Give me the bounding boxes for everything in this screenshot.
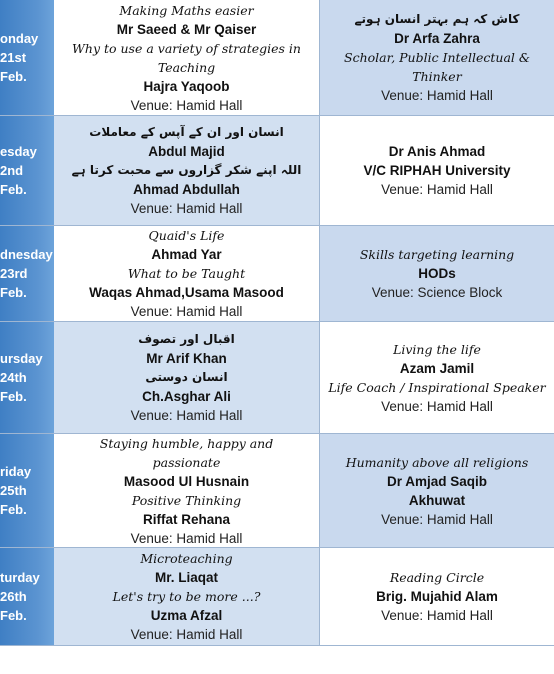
speaker: Ahmad Yar bbox=[151, 247, 222, 262]
day-date: 2nd bbox=[0, 163, 24, 178]
table-row bbox=[0, 116, 554, 226]
day-cell bbox=[0, 434, 54, 547]
day-date: 21st bbox=[0, 50, 27, 65]
day-name: onday bbox=[0, 31, 39, 46]
venue: Venue: Science Block bbox=[371, 285, 503, 300]
speaker: Mr Saeed & Mr Qaiser bbox=[116, 21, 257, 37]
topic: Reading Circle bbox=[389, 570, 485, 585]
day-month: Feb. bbox=[0, 389, 27, 404]
session-left bbox=[54, 322, 320, 433]
session-left bbox=[54, 0, 320, 115]
day-cell bbox=[0, 322, 54, 433]
day-name: riday bbox=[0, 464, 32, 479]
venue: Venue: Hamid Hall bbox=[381, 608, 493, 623]
topic-cont: passionate bbox=[152, 454, 221, 470]
speaker: Dr Arfa Zahra bbox=[394, 31, 480, 46]
session-right bbox=[320, 116, 554, 225]
topic-urdu: اقبال اور تصوف bbox=[138, 332, 235, 346]
topic: Making Maths easier bbox=[119, 2, 254, 18]
day-cell bbox=[0, 548, 54, 645]
table-row bbox=[0, 226, 554, 322]
venue: Venue: Hamid Hall bbox=[381, 88, 493, 103]
table-row bbox=[0, 434, 554, 548]
speaker: Azam Jamil bbox=[399, 360, 475, 376]
topic: Skills targeting learning bbox=[359, 247, 515, 262]
speaker: Mr. Liaqat bbox=[154, 570, 218, 585]
day-month: Feb. bbox=[0, 608, 27, 623]
topic: Living the life bbox=[393, 341, 481, 357]
day-month: Feb. bbox=[0, 285, 27, 300]
speaker-title: V/C RIPHAH University bbox=[363, 163, 511, 178]
topic: Microteaching bbox=[140, 551, 233, 566]
day-cell bbox=[0, 226, 54, 321]
speaker: Mr Arif Khan bbox=[146, 351, 227, 366]
day-cell bbox=[0, 116, 54, 225]
speaker: Brig. Mujahid Alam bbox=[376, 589, 498, 604]
table-row bbox=[0, 548, 554, 646]
session-right bbox=[320, 548, 554, 645]
topic-urdu: کاش کہ ہم بہتر انسان ہوتے bbox=[354, 12, 520, 26]
day-month: Feb. bbox=[0, 182, 27, 197]
session-left bbox=[54, 116, 320, 225]
day-name: turday bbox=[0, 570, 40, 585]
venue: Venue: Hamid Hall bbox=[130, 530, 243, 546]
topic: Quaid's Life bbox=[148, 228, 225, 243]
venue: Venue: Hamid Hall bbox=[130, 408, 243, 423]
venue: Venue: Hamid Hall bbox=[381, 182, 493, 197]
topic: Staying humble, happy and bbox=[99, 435, 274, 451]
venue: Venue: Hamid Hall bbox=[381, 398, 493, 414]
table-row bbox=[0, 0, 554, 116]
venue: Venue: Hamid Hall bbox=[130, 627, 243, 642]
speaker: Uzma Afzal bbox=[150, 608, 223, 623]
day-date: 24th bbox=[0, 370, 27, 385]
session-left bbox=[54, 226, 320, 321]
speaker-org: Akhuwat bbox=[408, 492, 466, 508]
day-name: esday bbox=[0, 144, 37, 159]
session-right bbox=[320, 322, 554, 433]
table-row bbox=[0, 322, 554, 434]
speaker: Dr Anis Ahmad bbox=[388, 144, 486, 159]
topic-urdu: اللہ اپنے شکر گزاروں سے محبت کرتا ہے bbox=[71, 163, 302, 177]
speaker: Dr Amjad Saqib bbox=[386, 473, 488, 489]
session-left bbox=[54, 434, 320, 547]
day-name: dnesday bbox=[0, 247, 53, 262]
speaker: Waqas Ahmad,Usama Masood bbox=[89, 285, 284, 300]
topic: What to be Taught bbox=[127, 266, 246, 281]
session-right bbox=[320, 434, 554, 547]
topic: Let's try to be more ...? bbox=[112, 589, 261, 604]
speaker-title-cont: Thinker bbox=[412, 69, 462, 84]
speaker: Ch.Asghar Ali bbox=[142, 389, 231, 404]
day-month: Feb. bbox=[0, 502, 27, 517]
day-name: ursday bbox=[0, 351, 43, 366]
day-date: 23rd bbox=[0, 266, 28, 281]
session-right bbox=[320, 226, 554, 321]
speaker-title: Life Coach / Inspirational Speaker bbox=[328, 379, 546, 395]
speaker: Riffat Rehana bbox=[142, 511, 230, 527]
venue: Venue: Hamid Hall bbox=[130, 201, 243, 216]
topic-urdu: انسان دوستی bbox=[145, 370, 228, 384]
session-left bbox=[54, 548, 320, 645]
speaker: Ahmad Abdullah bbox=[133, 182, 240, 197]
speaker: Abdul Majid bbox=[148, 144, 225, 159]
session-right bbox=[320, 0, 554, 115]
speaker: Masood Ul Husnain bbox=[123, 473, 250, 489]
venue: Venue: Hamid Hall bbox=[381, 511, 493, 527]
speaker-title: Scholar, Public Intellectual & bbox=[344, 50, 530, 65]
day-month: Feb. bbox=[0, 69, 27, 84]
topic-cont: Teaching bbox=[157, 59, 216, 75]
day-date: 25th bbox=[0, 483, 27, 498]
day-cell bbox=[0, 0, 54, 115]
venue: Venue: Hamid Hall bbox=[130, 304, 243, 319]
topic: Why to use a variety of strategies in bbox=[72, 40, 301, 56]
topic: Positive Thinking bbox=[131, 492, 242, 508]
topic-urdu: انسان اور ان کے آپس کے معاملات bbox=[89, 125, 284, 139]
speaker: Hajra Yaqoob bbox=[143, 78, 230, 94]
speaker: HODs bbox=[418, 266, 456, 281]
topic: Humanity above all religions bbox=[345, 454, 529, 470]
day-date: 26th bbox=[0, 589, 27, 604]
venue: Venue: Hamid Hall bbox=[130, 97, 243, 113]
